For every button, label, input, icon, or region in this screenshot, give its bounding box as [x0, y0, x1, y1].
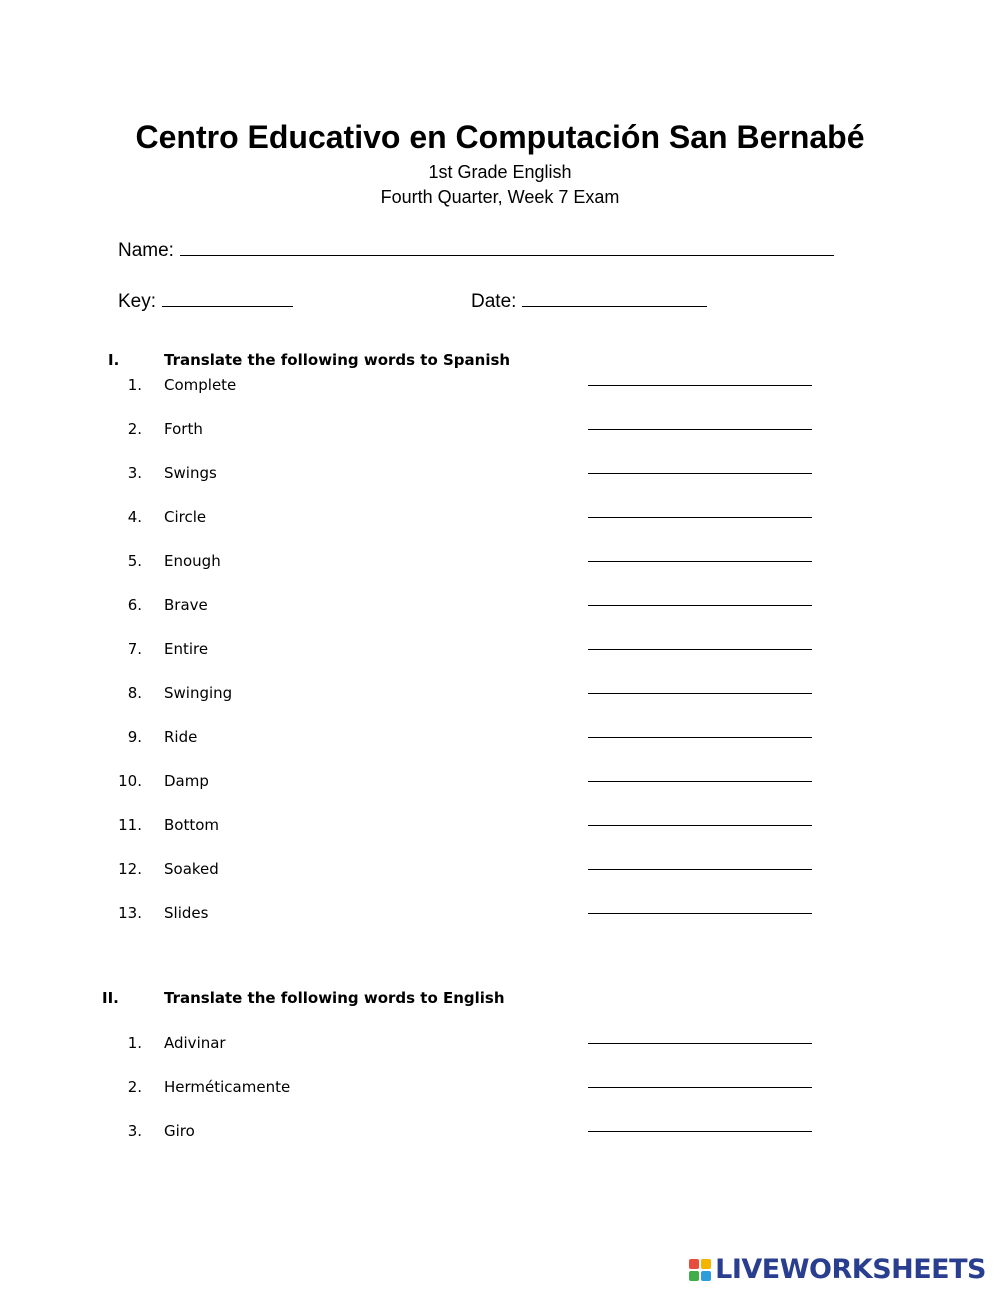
question-number: 13. — [118, 904, 142, 922]
answer-line[interactable] — [588, 780, 812, 782]
question-word: Complete — [164, 376, 237, 394]
question-number: 11. — [118, 816, 142, 834]
question-row — [0, 902, 1000, 924]
question-number: 7. — [127, 640, 142, 658]
key-field — [118, 287, 293, 314]
answer-line[interactable] — [588, 516, 812, 518]
question-word: Circle — [164, 508, 207, 526]
date-field — [471, 287, 707, 314]
question-number: 9. — [127, 728, 142, 746]
answer-line[interactable] — [588, 912, 812, 914]
answer-line[interactable] — [588, 824, 812, 826]
question-word: Giro — [164, 1122, 195, 1140]
question-row — [0, 638, 1000, 660]
answer-line[interactable] — [588, 560, 812, 562]
answer-line[interactable] — [588, 868, 812, 870]
logo-mark-icon — [689, 1259, 711, 1281]
key-label: Key: — [118, 291, 157, 312]
name-label: Name: — [118, 240, 174, 261]
question-row — [0, 1032, 1000, 1054]
logo-square-icon — [689, 1271, 699, 1281]
question-word: Forth — [164, 420, 203, 438]
question-row — [0, 814, 1000, 836]
question-row — [0, 726, 1000, 748]
question-row — [0, 858, 1000, 880]
question-number: 8. — [127, 684, 142, 702]
answer-line[interactable] — [588, 692, 812, 694]
name-field — [118, 236, 834, 263]
date-input[interactable] — [522, 287, 707, 307]
question-number: 5. — [127, 552, 142, 570]
question-row — [0, 1120, 1000, 1142]
question-row — [0, 418, 1000, 440]
question-row — [0, 462, 1000, 484]
exam-subtitle: Fourth Quarter, Week 7 Exam — [380, 187, 620, 207]
question-row — [0, 550, 1000, 572]
question-row — [0, 374, 1000, 396]
question-word: Adivinar — [164, 1034, 226, 1052]
answer-line[interactable] — [588, 648, 812, 650]
question-number: 10. — [118, 772, 142, 790]
date-label: Date: — [471, 291, 517, 312]
answer-line[interactable] — [588, 472, 812, 474]
answer-line[interactable] — [588, 1130, 812, 1132]
question-number: 4. — [127, 508, 142, 526]
question-row — [0, 682, 1000, 704]
question-row — [0, 506, 1000, 528]
question-number: 12. — [118, 860, 142, 878]
logo-square-icon — [689, 1259, 699, 1269]
course-subtitle: 1st Grade English — [428, 162, 572, 182]
question-word: Swings — [164, 464, 217, 482]
question-number: 2. — [127, 420, 142, 438]
section1-heading: Translate the following words to Spanish — [164, 351, 511, 369]
logo-square-icon — [701, 1271, 711, 1281]
answer-line[interactable] — [588, 1042, 812, 1044]
answer-line[interactable] — [588, 428, 812, 430]
question-number: 3. — [127, 1122, 142, 1140]
name-input[interactable] — [180, 236, 834, 256]
question-word: Slides — [164, 904, 209, 922]
question-row — [0, 594, 1000, 616]
answer-line[interactable] — [588, 736, 812, 738]
section1-number: I. — [108, 351, 120, 369]
answer-line[interactable] — [588, 384, 812, 386]
logo-square-icon — [701, 1259, 711, 1269]
question-number: 3. — [127, 464, 142, 482]
answer-line[interactable] — [588, 1086, 812, 1088]
question-row — [0, 1076, 1000, 1098]
section2-heading: Translate the following words to English — [164, 989, 505, 1007]
question-number: 6. — [127, 596, 142, 614]
question-number: 1. — [127, 1034, 142, 1052]
question-word: Entire — [164, 640, 209, 658]
question-word: Ride — [164, 728, 198, 746]
answer-line[interactable] — [588, 604, 812, 606]
question-word: Bottom — [164, 816, 220, 834]
question-word: Brave — [164, 596, 208, 614]
question-row — [0, 770, 1000, 792]
question-word: Damp — [164, 772, 209, 790]
question-word: Enough — [164, 552, 221, 570]
question-number: 2. — [127, 1078, 142, 1096]
section2-number: II. — [102, 989, 119, 1007]
question-word: Soaked — [164, 860, 219, 878]
key-input[interactable] — [162, 287, 293, 307]
question-word: Herméticamente — [164, 1078, 291, 1096]
question-word: Swinging — [164, 684, 233, 702]
page-title: Centro Educativo en Computación San Bernabé — [135, 119, 865, 155]
question-number: 1. — [127, 376, 142, 394]
liveworksheets-logo — [689, 1254, 986, 1286]
logo-text: LIVEWORKSHEETS — [715, 1254, 986, 1285]
